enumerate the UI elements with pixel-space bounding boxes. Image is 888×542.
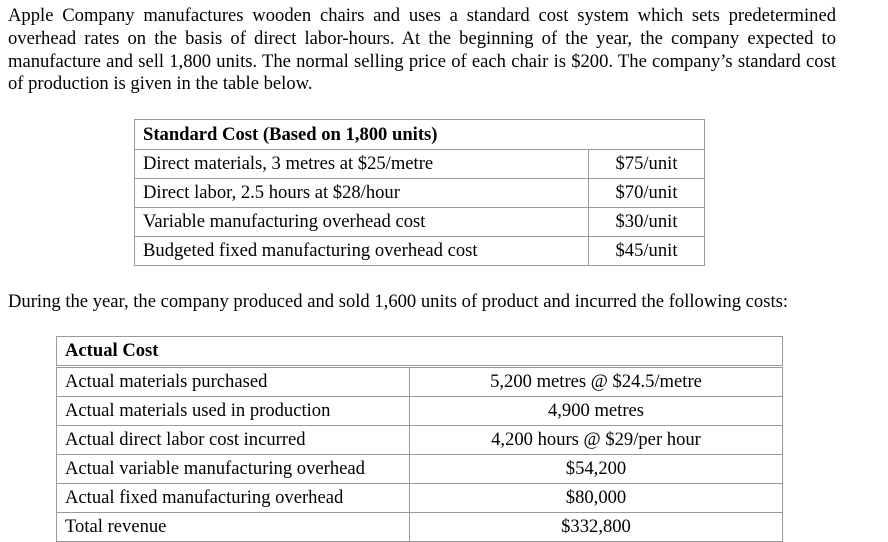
cost-value: $70/unit [589,179,705,208]
cost-value: $54,200 [410,455,783,484]
cost-label: Budgeted fixed manufacturing overhead cost [135,237,589,266]
table-row [135,179,705,208]
cost-label: Actual fixed manufacturing overhead [57,484,410,513]
cost-value: 4,900 metres [410,397,783,426]
cost-value: $45/unit [589,237,705,266]
table-row [57,513,783,542]
cost-value: 4,200 hours @ $29/per hour [410,426,783,455]
cost-label: Total revenue [57,513,410,542]
cost-value: 5,200 metres @ $24.5/metre [410,367,783,397]
table-row [57,367,783,397]
standard-cost-title: Standard Cost (Based on 1,800 units) [135,120,705,150]
cost-label: Actual materials used in production [57,397,410,426]
cost-value: $332,800 [410,513,783,542]
intro-paragraph: Apple Company manufactures wooden chairs and uses a standard cost system which sets predetermined overhead rates on the basis of direct labor-hours. At the beginning of the year, the company expected to manufacture and sell 1,800 units. The normal selling price of each chair is $200. The company’s standard cost of production is given in the table below. [8,5,836,95]
cost-label: Variable manufacturing overhead cost [135,208,589,237]
actual-cost-table [56,336,783,542]
table-row [135,237,705,266]
cost-label: Actual materials purchased [57,367,410,397]
actual-cost-title: Actual Cost [57,337,783,367]
cost-label: Actual variable manufacturing overhead [57,455,410,484]
cost-value: $75/unit [589,150,705,179]
table-row [135,150,705,179]
cost-label: Actual direct labor cost incurred [57,426,410,455]
table-row [57,397,783,426]
table-row [135,208,705,237]
table-row [57,455,783,484]
middle-paragraph: During the year, the company produced and sold 1,600 units of product and incurred the following costs: [8,291,789,312]
cost-label: Direct materials, 3 metres at $25/metre [135,150,589,179]
table-row [57,484,783,513]
cost-label: Direct labor, 2.5 hours at $28/hour [135,179,589,208]
table-row [57,426,783,455]
cost-value: $30/unit [589,208,705,237]
table-header-row [57,337,783,367]
standard-cost-table [134,119,705,266]
table-header-row [135,120,705,150]
cost-value: $80,000 [410,484,783,513]
